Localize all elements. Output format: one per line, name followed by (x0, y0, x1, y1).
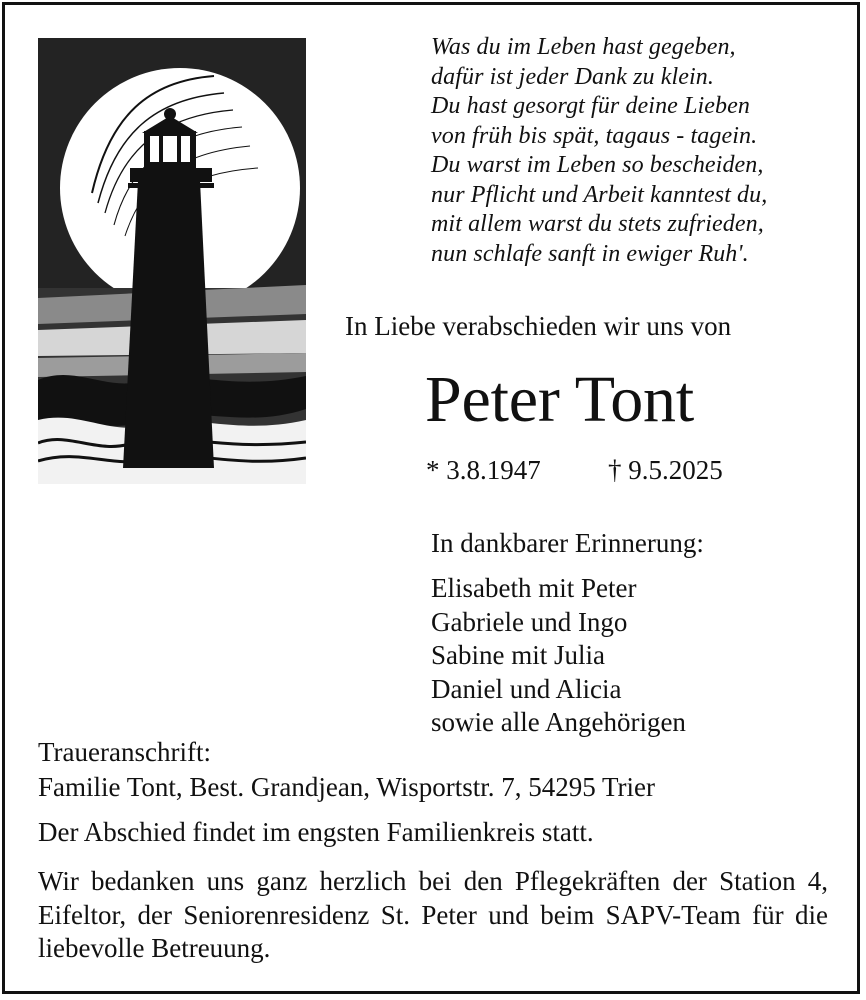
poem-line: nun schlafe sanft in ewiger Ruh'. (431, 240, 749, 267)
mourner-line: Gabriele und Ingo (431, 606, 628, 637)
mourner-line: Elisabeth mit Peter (431, 573, 637, 603)
death-date: † 9.5.2025 (608, 455, 723, 485)
deceased-name: Peter Tont (425, 363, 694, 436)
mourner-line: Sabine mit Julia (431, 640, 605, 670)
remembrance-heading: In dankbarer Erinnerung: (431, 528, 704, 558)
poem-line: von früh bis spät, tagaus - tagein. (431, 122, 758, 149)
poem-line: nur Pflicht und Arbeit kanntest du, (431, 181, 768, 208)
intro-text: In Liebe verabschieden wir uns von (345, 311, 732, 341)
mourner-line: sowie alle Angehörigen (431, 707, 686, 737)
poem-line: Was du im Leben hast gegeben, (431, 34, 736, 60)
mourners-list (431, 572, 686, 740)
thanks-note: Wir bedanken uns ganz herzlich bei den Pflegekräften der Station 4, Eifeltor, der Seniorenresidenz St. Peter und beim SAPV-Team für die liebevolle Betreuung. (38, 866, 828, 963)
poem-line: dafür ist jeder Dank zu klein. (431, 63, 714, 90)
funeral-address: Familie Tont, Best. Grandjean, Wisportstr. 7, 54295 Trier (38, 772, 656, 802)
address-label: Traueranschrift: (38, 737, 211, 767)
poem-line: Du hast gesorgt für deine Lieben (431, 93, 750, 119)
memorial-poem (431, 33, 841, 269)
mourner-line: Daniel und Alicia (431, 673, 622, 704)
lighthouse-icon (38, 38, 306, 484)
farewell-note: Der Abschied findet im engsten Familienkreis statt. (38, 817, 594, 847)
poem-line: Du warst im Leben so bescheiden, (431, 152, 764, 178)
poem-line: mit allem warst du stets zufrieden, (431, 211, 764, 237)
lighthouse-moon-illustration (38, 38, 306, 484)
birth-date: * 3.8.1947 (426, 455, 541, 485)
